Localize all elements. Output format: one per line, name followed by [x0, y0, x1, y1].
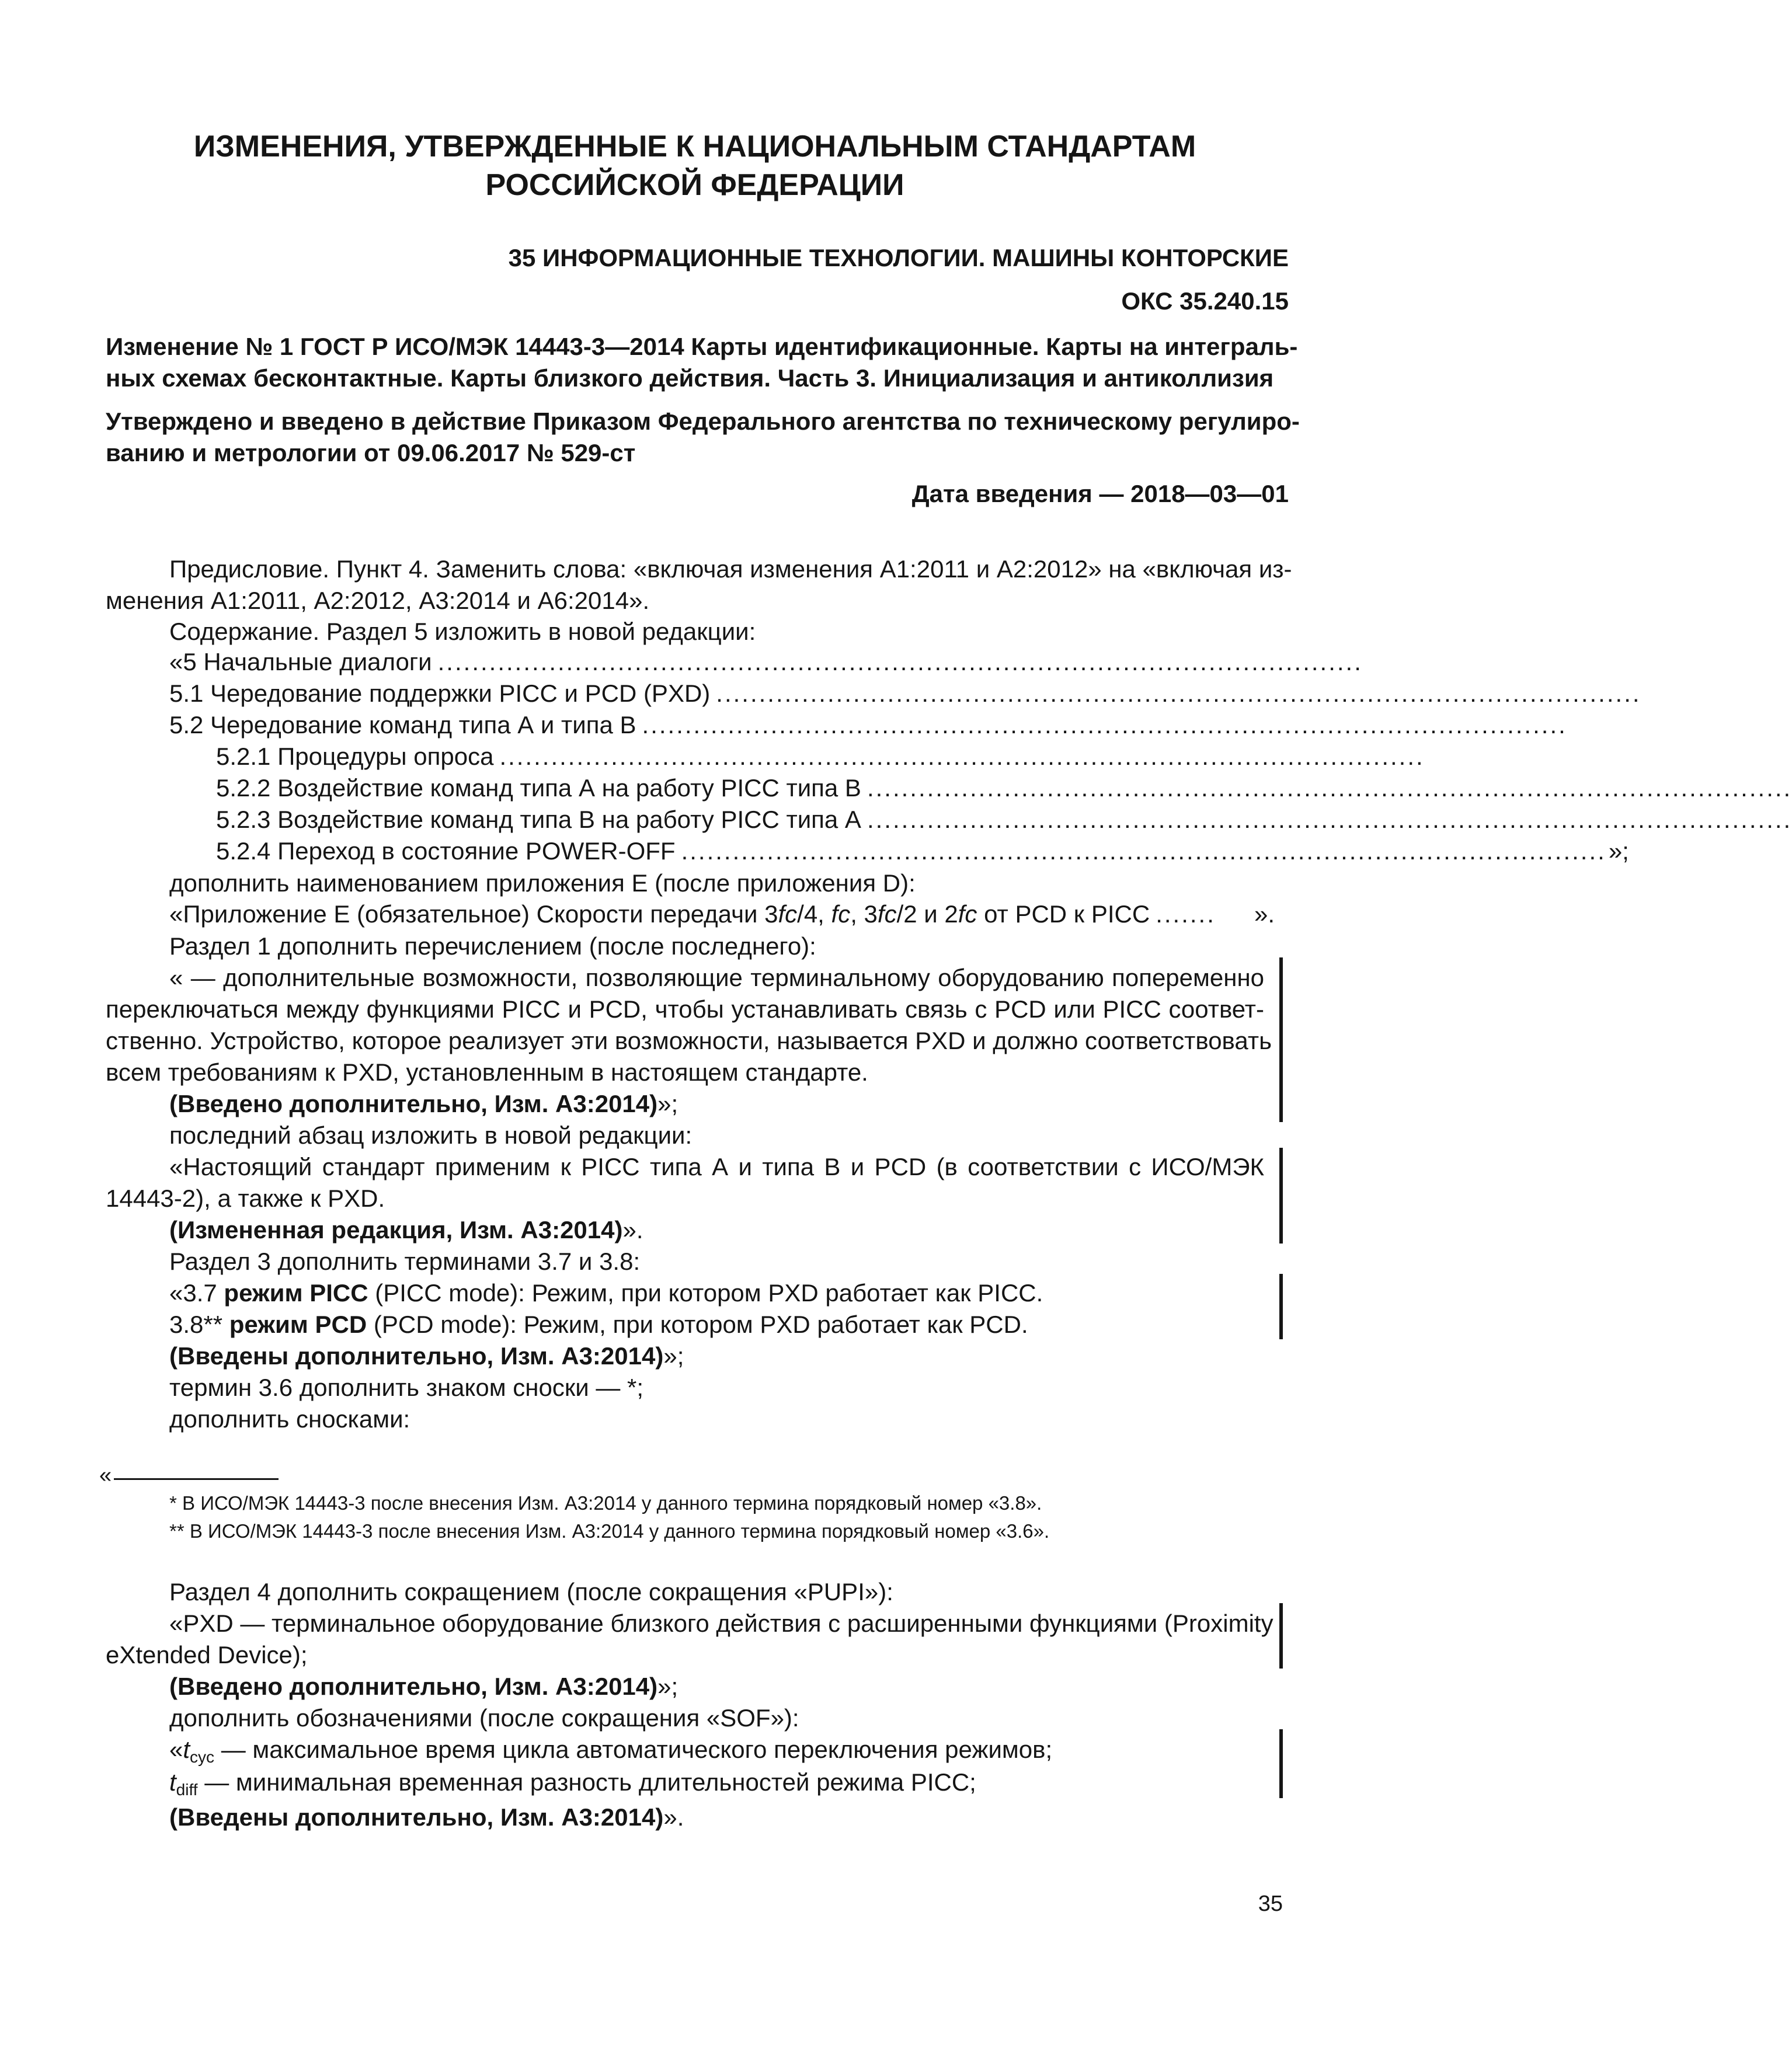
toc-leader-dots: ............................................................................................................: [867, 806, 1792, 833]
section-heading: 35 ИНФОРМАЦИОННЫЕ ТЕХНОЛОГИИ. МАШИНЫ КОНТОРСКИЕ: [508, 244, 1289, 271]
change-bar: [1279, 1729, 1283, 1798]
toc-entry: [216, 837, 1629, 865]
toc-entry-label: 5.2.4 Переход в состояние POWER-OFF: [216, 837, 676, 865]
footnote-open-quote: «: [99, 1463, 112, 1488]
effective-date: Дата введения — 2018—03—01: [911, 480, 1289, 507]
document-title-line-1: ИЗМЕНЕНИЯ, УТВЕРЖДЕННЫЕ К НАЦИОНАЛЬНЫМ СТАНДАРТАМ: [193, 130, 1196, 163]
quote-2-line-2: 14443-2), а также к PXD.: [106, 1185, 385, 1212]
symbol-t-cyc: «$t_{cyc}$ — максимальное время цикла автоматического переключения режимов;: [169, 1736, 1053, 1766]
toc-leader-dots: ............................................................................................................: [499, 743, 1425, 770]
quote-5-amendment-note: (Введены дополнительно, Изм. А3:2014)».: [169, 1803, 684, 1831]
term-3-6-instruction: термин 3.6 дополнить знаком сноски — *;: [169, 1374, 644, 1401]
change-bar: [1279, 1148, 1283, 1244]
toc-entry-tail: »;: [1608, 837, 1629, 865]
contents-instruction: Содержание. Раздел 5 изложить в новой редакции:: [169, 618, 756, 645]
toc-entry-label: 5.2.2 Воздействие команд типа А на работу PICC типа В: [216, 774, 861, 802]
symbols-instruction: дополнить обозначениями (после сокращения «SOF»):: [169, 1704, 799, 1732]
toc-entry: [216, 774, 1792, 802]
amendment-title-line-2: ных схемах бесконтактные. Карты близкого действия. Часть 3. Инициализация и антиколлизия: [106, 364, 1274, 392]
amendment-title-line-1: Изменение № 1 ГОСТ Р ИСО/МЭК 14443-3—2014 Карты идентификационные. Карты на интеграль-: [106, 333, 1298, 360]
footnote-2: ** В ИСО/МЭК 14443-3 после внесения Изм. А3:2014 у данного термина порядковый номер «3.6».: [169, 1520, 1050, 1542]
term-3-7: «3.7 режим PICC (PICC mode): Режим, при котором PXD работает как PICC.: [169, 1279, 1043, 1307]
toc-entry-label: «5 Начальные диалоги: [169, 648, 432, 675]
toc-entry: [169, 711, 1567, 739]
toc-entry-label: 5.2 Чередование команд типа А и типа В: [169, 711, 636, 739]
annex-entry: [169, 900, 1275, 928]
quote-3-amendment-note: (Введены дополнительно, Изм. А3:2014)»;: [169, 1342, 684, 1370]
toc-entry-label: 5.2.1 Процедуры опроса: [216, 743, 494, 770]
oks-code: ОКС 35.240.15: [1121, 287, 1289, 315]
section1-instruction: Раздел 1 дополнить перечислением (после последнего):: [169, 932, 816, 960]
document-title-line-2: РОССИЙСКОЙ ФЕДЕРАЦИИ: [485, 168, 904, 202]
quote-4-amendment-note: (Введено дополнительно, Изм. А3:2014)»;: [169, 1673, 678, 1700]
annex-entry-tail: ».: [1254, 900, 1275, 928]
annex-instruction: дополнить наименованием приложения Е (после приложения D):: [169, 869, 916, 897]
change-bar: [1279, 957, 1283, 1122]
toc-leader-dots: ............................................................................................................: [716, 680, 1641, 707]
preface-line-2: менения А1:2011, А2:2012, А3:2014 и А6:2014».: [106, 587, 650, 614]
toc-entry: [169, 680, 1641, 708]
annex-leader-dots: .......: [1156, 900, 1216, 928]
page-number: 35: [1258, 1892, 1283, 1916]
quote-4-line-1: «PXD — терминальное оборудование близкого действия с расширенными функциями (Proximity: [169, 1610, 1273, 1637]
section4-instruction: Раздел 4 дополнить сокращением (после сокращения «PUPI»):: [169, 1578, 893, 1605]
toc-entry: [216, 806, 1792, 834]
preface-line-1: Предисловие. Пункт 4. Заменить слова: «включая изменения А1:2011 и А2:2012» на «включая из-: [169, 555, 1292, 583]
quote-1-line-1: « — дополнительные возможности, позволяющие терминальному оборудованию попеременно: [169, 964, 1264, 991]
quote-2-line-1: «Настоящий стандарт применим к PICC типа А и типа В и PCD (в соответствии с ИСО/МЭК: [169, 1153, 1264, 1180]
toc-entry: [216, 743, 1425, 771]
footnote-1: * В ИСО/МЭК 14443-3 после внесения Изм. А3:2014 у данного термина порядковый номер «3.8».: [169, 1492, 1042, 1514]
term-3-8: 3.8** режим PCD (PCD mode): Режим, при котором PXD работает как PCD.: [169, 1311, 1028, 1338]
symbol-t-diff: $t_{diff}$ — минимальная временная разность длительностей режима PICC;: [169, 1768, 976, 1799]
annex-entry-label: «Приложение Е (обязательное) Скорости передачи 3fc/4, fc, 3fc/2 и 2fc от PCD к PICC: [169, 900, 1150, 928]
change-bar: [1279, 1603, 1283, 1669]
toc-leader-dots: ............................................................................................................: [642, 711, 1567, 739]
footnote-separator: [114, 1478, 279, 1480]
toc-leader-dots: ............................................................................................................: [437, 648, 1363, 675]
footnotes-instruction: дополнить сносками:: [169, 1405, 410, 1433]
change-bar: [1279, 1274, 1283, 1339]
quote-1-line-3: ственно. Устройство, которое реализует эти возможности, называется PXD и должно соответствовать: [106, 1027, 1272, 1054]
toc-entry-label: 5.2.3 Воздействие команд типа В на работу PICC типа А: [216, 806, 861, 833]
approval-line-2: ванию и метрологии от 09.06.2017 № 529-ст: [106, 439, 636, 466]
section3-instruction: Раздел 3 дополнить терминами 3.7 и 3.8:: [169, 1248, 641, 1275]
quote-2-amendment-note: (Измененная редакция, Изм. А3:2014)».: [169, 1216, 643, 1244]
quote-4-line-2: eXtended Device);: [106, 1641, 308, 1669]
approval-line-1: Утверждено и введено в действие Приказом Федерального агентства по техническому регулиро-: [106, 407, 1300, 435]
quote-1-amendment-note: (Введено дополнительно, Изм. А3:2014)»;: [169, 1090, 678, 1117]
quote-1-line-2: переключаться между функциями PICC и PCD, чтобы устанавливать связь с PCD или PICC соответ-: [106, 995, 1264, 1023]
toc-leader-dots: ............................................................................................................: [681, 837, 1606, 865]
quote-1-line-4: всем требованиям к PXD, установленным в настоящем стандарте.: [106, 1058, 868, 1086]
toc-leader-dots: ............................................................................................................: [867, 774, 1792, 802]
last-paragraph-instruction: последний абзац изложить в новой редакции:: [169, 1121, 693, 1149]
toc-entry-label: 5.1 Чередование поддержки PICC и PCD (PXD): [169, 680, 711, 707]
toc-entry: [169, 648, 1363, 676]
